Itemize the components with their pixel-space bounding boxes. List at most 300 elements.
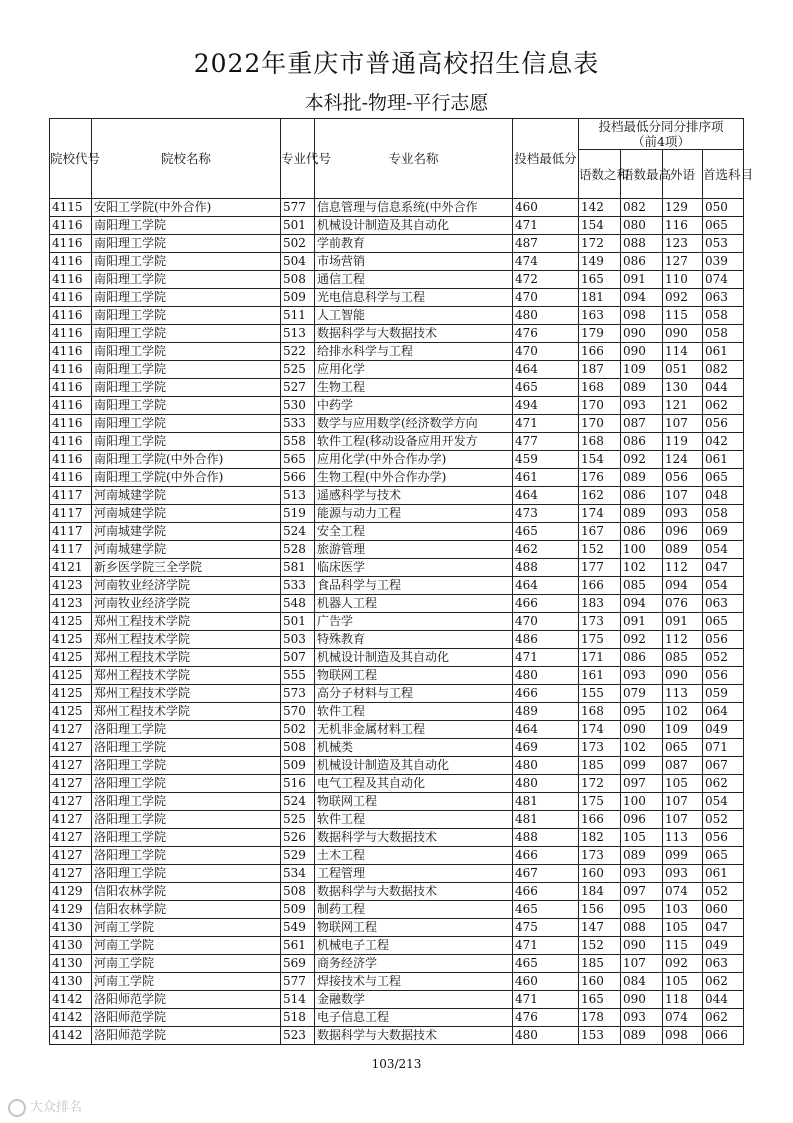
table-row bbox=[50, 217, 744, 235]
cell-chinese-math-max: 089 bbox=[621, 469, 663, 487]
table-row bbox=[50, 775, 744, 793]
cell-first-subject: 050 bbox=[703, 199, 744, 217]
cell-chinese-math-sum: 175 bbox=[579, 793, 621, 811]
cell-foreign: 112 bbox=[663, 559, 703, 577]
cell-major-code: 513 bbox=[281, 487, 315, 505]
table-row bbox=[50, 631, 744, 649]
cell-first-subject: 065 bbox=[703, 217, 744, 235]
cell-chinese-math-sum: 165 bbox=[579, 271, 621, 289]
cell-first-subject: 056 bbox=[703, 829, 744, 847]
table-row bbox=[50, 937, 744, 955]
table-row bbox=[50, 397, 744, 415]
cell-major-code: 549 bbox=[281, 919, 315, 937]
watermark-text: 大众排名 bbox=[30, 1100, 83, 1115]
cell-major-name: 机械类 bbox=[315, 739, 513, 757]
cell-school-code: 4116 bbox=[50, 451, 92, 469]
cell-first-subject: 058 bbox=[703, 505, 744, 523]
table-row bbox=[50, 289, 744, 307]
cell-school-name: 南阳理工学院 bbox=[92, 289, 281, 307]
cell-foreign: 109 bbox=[663, 721, 703, 739]
cell-school-name: 安阳工学院(中外合作) bbox=[92, 199, 281, 217]
cell-major-code: 501 bbox=[281, 613, 315, 631]
cell-min-score: 487 bbox=[513, 235, 579, 253]
cell-major-name: 商务经济学 bbox=[315, 955, 513, 973]
cell-foreign: 107 bbox=[663, 811, 703, 829]
page-number: 103/213 bbox=[371, 1057, 422, 1071]
table-row bbox=[50, 505, 744, 523]
cell-chinese-math-sum: 152 bbox=[579, 541, 621, 559]
cell-major-code: 508 bbox=[281, 271, 315, 289]
cell-major-name: 土木工程 bbox=[315, 847, 513, 865]
admission-table bbox=[49, 118, 754, 1045]
cell-foreign: 102 bbox=[663, 703, 703, 721]
cell-chinese-math-sum: 155 bbox=[579, 685, 621, 703]
cell-chinese-math-sum: 166 bbox=[579, 811, 621, 829]
cell-foreign: 113 bbox=[663, 685, 703, 703]
header-major-code: 专业代号 bbox=[281, 119, 315, 199]
cell-min-score: 480 bbox=[513, 757, 579, 775]
cell-chinese-math-max: 100 bbox=[621, 541, 663, 559]
cell-major-code: 523 bbox=[281, 1027, 315, 1045]
cell-min-score: 465 bbox=[513, 379, 579, 397]
cell-school-code: 4125 bbox=[50, 631, 92, 649]
table-row bbox=[50, 577, 744, 595]
cell-school-code: 4116 bbox=[50, 433, 92, 451]
cell-chinese-math-sum: 152 bbox=[579, 937, 621, 955]
cell-major-name: 金融数学 bbox=[315, 991, 513, 1009]
cell-major-name: 数据科学与大数据技术 bbox=[315, 325, 513, 343]
cell-chinese-math-max: 097 bbox=[621, 883, 663, 901]
cell-major-code: 516 bbox=[281, 775, 315, 793]
cell-chinese-math-sum: 175 bbox=[579, 631, 621, 649]
cell-first-subject: 044 bbox=[703, 991, 744, 1009]
cell-min-score: 465 bbox=[513, 955, 579, 973]
cell-min-score: 464 bbox=[513, 487, 579, 505]
cell-major-code: 514 bbox=[281, 991, 315, 1009]
cell-major-name: 机械设计制造及其自动化 bbox=[315, 649, 513, 667]
cell-chinese-math-sum: 166 bbox=[579, 577, 621, 595]
table-row bbox=[50, 973, 744, 991]
cell-chinese-math-sum: 177 bbox=[579, 559, 621, 577]
cell-major-code: 525 bbox=[281, 361, 315, 379]
cell-min-score: 470 bbox=[513, 613, 579, 631]
cell-foreign: 056 bbox=[663, 469, 703, 487]
cell-first-subject: 058 bbox=[703, 307, 744, 325]
table-row bbox=[50, 613, 744, 631]
table-body bbox=[50, 199, 744, 1045]
cell-chinese-math-max: 091 bbox=[621, 613, 663, 631]
cell-major-name: 物联网工程 bbox=[315, 793, 513, 811]
cell-major-code: 507 bbox=[281, 649, 315, 667]
cell-first-subject: 066 bbox=[703, 1027, 744, 1045]
cell-chinese-math-sum: 156 bbox=[579, 901, 621, 919]
cell-school-code: 4130 bbox=[50, 937, 92, 955]
cell-chinese-math-max: 090 bbox=[621, 325, 663, 343]
cell-foreign: 103 bbox=[663, 901, 703, 919]
cell-school-code: 4116 bbox=[50, 253, 92, 271]
cell-school-name: 河南城建学院 bbox=[92, 487, 281, 505]
table-row bbox=[50, 739, 744, 757]
cell-min-score: 480 bbox=[513, 667, 579, 685]
cell-major-code: 508 bbox=[281, 739, 315, 757]
table-row bbox=[50, 325, 744, 343]
cell-first-subject: 062 bbox=[703, 1009, 744, 1027]
cell-major-code: 529 bbox=[281, 847, 315, 865]
cell-min-score: 462 bbox=[513, 541, 579, 559]
cell-school-code: 4127 bbox=[50, 793, 92, 811]
cell-major-name: 应用化学(中外合作办学) bbox=[315, 451, 513, 469]
cell-first-subject: 044 bbox=[703, 379, 744, 397]
cell-min-score: 488 bbox=[513, 829, 579, 847]
cell-chinese-math-sum: 174 bbox=[579, 505, 621, 523]
cell-foreign: 099 bbox=[663, 847, 703, 865]
cell-chinese-math-max: 089 bbox=[621, 847, 663, 865]
cell-school-name: 南阳理工学院 bbox=[92, 379, 281, 397]
cell-major-code: 524 bbox=[281, 523, 315, 541]
cell-foreign: 129 bbox=[663, 199, 703, 217]
cell-chinese-math-sum: 184 bbox=[579, 883, 621, 901]
cell-major-name: 物联网工程 bbox=[315, 919, 513, 937]
cell-school-name: 南阳理工学院 bbox=[92, 325, 281, 343]
cell-first-subject: 065 bbox=[703, 847, 744, 865]
table-row bbox=[50, 1009, 744, 1027]
cell-school-code: 4125 bbox=[50, 685, 92, 703]
cell-foreign: 093 bbox=[663, 505, 703, 523]
page-subtitle: 本科批-物理-平行志愿 bbox=[304, 92, 489, 114]
cell-first-subject: 071 bbox=[703, 739, 744, 757]
cell-major-code: 528 bbox=[281, 541, 315, 559]
cell-major-name: 数据科学与大数据技术 bbox=[315, 829, 513, 847]
table-row bbox=[50, 829, 744, 847]
cell-major-name: 食品科学与工程 bbox=[315, 577, 513, 595]
cell-major-code: 581 bbox=[281, 559, 315, 577]
cell-school-name: 河南城建学院 bbox=[92, 541, 281, 559]
cell-foreign: 096 bbox=[663, 523, 703, 541]
cell-min-score: 475 bbox=[513, 919, 579, 937]
cell-school-code: 4125 bbox=[50, 613, 92, 631]
cell-chinese-math-max: 090 bbox=[621, 991, 663, 1009]
cell-chinese-math-sum: 165 bbox=[579, 991, 621, 1009]
cell-min-score: 481 bbox=[513, 811, 579, 829]
table-row bbox=[50, 667, 744, 685]
cell-major-name: 应用化学 bbox=[315, 361, 513, 379]
cell-first-subject: 054 bbox=[703, 541, 744, 559]
cell-min-score: 477 bbox=[513, 433, 579, 451]
cell-major-code: 504 bbox=[281, 253, 315, 271]
cell-school-code: 4127 bbox=[50, 865, 92, 883]
header-tiebreak-note: （前4项） bbox=[632, 134, 690, 149]
cell-major-name: 能源与动力工程 bbox=[315, 505, 513, 523]
cell-school-code: 4130 bbox=[50, 919, 92, 937]
cell-min-score: 471 bbox=[513, 991, 579, 1009]
header-tiebreak-title: 投档最低分同分排序项 bbox=[598, 119, 724, 134]
cell-min-score: 480 bbox=[513, 1027, 579, 1045]
cell-min-score: 480 bbox=[513, 775, 579, 793]
cell-min-score: 460 bbox=[513, 973, 579, 991]
cell-school-code: 4125 bbox=[50, 703, 92, 721]
cell-chinese-math-sum: 181 bbox=[579, 289, 621, 307]
table-row bbox=[50, 523, 744, 541]
cell-school-name: 南阳理工学院 bbox=[92, 343, 281, 361]
cell-min-score: 460 bbox=[513, 199, 579, 217]
cell-chinese-math-max: 099 bbox=[621, 757, 663, 775]
table-row bbox=[50, 793, 744, 811]
cell-school-code: 4116 bbox=[50, 271, 92, 289]
cell-chinese-math-sum: 170 bbox=[579, 397, 621, 415]
cell-major-code: 566 bbox=[281, 469, 315, 487]
cell-foreign: 090 bbox=[663, 667, 703, 685]
cell-foreign: 112 bbox=[663, 631, 703, 649]
cell-chinese-math-sum: 172 bbox=[579, 235, 621, 253]
cell-min-score: 469 bbox=[513, 739, 579, 757]
cell-chinese-math-sum: 161 bbox=[579, 667, 621, 685]
table-row bbox=[50, 541, 744, 559]
cell-foreign: 115 bbox=[663, 307, 703, 325]
cell-min-score: 467 bbox=[513, 865, 579, 883]
cell-min-score: 464 bbox=[513, 577, 579, 595]
cell-major-code: 561 bbox=[281, 937, 315, 955]
cell-school-name: 郑州工程技术学院 bbox=[92, 703, 281, 721]
cell-min-score: 486 bbox=[513, 631, 579, 649]
cell-min-score: 472 bbox=[513, 271, 579, 289]
cell-school-name: 南阳理工学院(中外合作) bbox=[92, 469, 281, 487]
cell-chinese-math-max: 100 bbox=[621, 793, 663, 811]
cell-chinese-math-sum: 142 bbox=[579, 199, 621, 217]
cell-min-score: 471 bbox=[513, 937, 579, 955]
cell-foreign: 090 bbox=[663, 325, 703, 343]
cell-school-name: 洛阳师范学院 bbox=[92, 1009, 281, 1027]
cell-chinese-math-sum: 178 bbox=[579, 1009, 621, 1027]
cell-school-name: 河南工学院 bbox=[92, 937, 281, 955]
cell-foreign: 093 bbox=[663, 865, 703, 883]
cell-first-subject: 061 bbox=[703, 343, 744, 361]
cell-school-name: 南阳理工学院 bbox=[92, 361, 281, 379]
cell-min-score: 480 bbox=[513, 307, 579, 325]
cell-major-name: 临床医学 bbox=[315, 559, 513, 577]
cell-min-score: 476 bbox=[513, 325, 579, 343]
cell-chinese-math-max: 097 bbox=[621, 775, 663, 793]
cell-foreign: 124 bbox=[663, 451, 703, 469]
table-row bbox=[50, 307, 744, 325]
cell-major-code: 569 bbox=[281, 955, 315, 973]
cell-school-code: 4116 bbox=[50, 379, 92, 397]
header-school-code: 院校代号 bbox=[50, 119, 92, 199]
cell-chinese-math-max: 086 bbox=[621, 487, 663, 505]
cell-min-score: 474 bbox=[513, 253, 579, 271]
cell-major-name: 软件工程(移动设备应用开发方 bbox=[315, 433, 513, 451]
cell-chinese-math-max: 089 bbox=[621, 379, 663, 397]
cell-school-code: 4142 bbox=[50, 1027, 92, 1045]
cell-school-code: 4116 bbox=[50, 361, 92, 379]
cell-chinese-math-max: 089 bbox=[621, 505, 663, 523]
cell-foreign: 107 bbox=[663, 415, 703, 433]
header-chinese-math-sum: 语数之和 bbox=[579, 150, 621, 199]
cell-school-code: 4121 bbox=[50, 559, 92, 577]
cell-foreign: 127 bbox=[663, 253, 703, 271]
table-row bbox=[50, 487, 744, 505]
table-row bbox=[50, 685, 744, 703]
cell-min-score: 470 bbox=[513, 343, 579, 361]
table-row bbox=[50, 703, 744, 721]
watermark bbox=[8, 1096, 82, 1117]
cell-foreign: 087 bbox=[663, 757, 703, 775]
cell-school-name: 南阳理工学院 bbox=[92, 397, 281, 415]
cell-major-name: 人工智能 bbox=[315, 307, 513, 325]
cell-major-code: 513 bbox=[281, 325, 315, 343]
cell-chinese-math-max: 090 bbox=[621, 343, 663, 361]
cell-school-name: 信阳农林学院 bbox=[92, 883, 281, 901]
cell-school-name: 河南城建学院 bbox=[92, 505, 281, 523]
cell-foreign: 094 bbox=[663, 577, 703, 595]
cell-first-subject: 054 bbox=[703, 793, 744, 811]
cell-school-name: 南阳理工学院 bbox=[92, 235, 281, 253]
cell-chinese-math-max: 079 bbox=[621, 685, 663, 703]
cell-major-name: 数据科学与大数据技术 bbox=[315, 1027, 513, 1045]
cell-major-name: 数学与应用数学(经济数学方向 bbox=[315, 415, 513, 433]
cell-chinese-math-sum: 168 bbox=[579, 703, 621, 721]
cell-chinese-math-sum: 176 bbox=[579, 469, 621, 487]
cell-chinese-math-max: 087 bbox=[621, 415, 663, 433]
cell-chinese-math-sum: 173 bbox=[579, 847, 621, 865]
cell-foreign: 118 bbox=[663, 991, 703, 1009]
cell-chinese-math-sum: 166 bbox=[579, 343, 621, 361]
cell-school-code: 4130 bbox=[50, 955, 92, 973]
cell-min-score: 464 bbox=[513, 361, 579, 379]
cell-first-subject: 047 bbox=[703, 559, 744, 577]
header-foreign-language: 外语 bbox=[663, 150, 703, 199]
cell-school-code: 4127 bbox=[50, 775, 92, 793]
cell-major-code: 518 bbox=[281, 1009, 315, 1027]
cell-chinese-math-max: 105 bbox=[621, 829, 663, 847]
cell-foreign: 051 bbox=[663, 361, 703, 379]
cell-major-name: 中药学 bbox=[315, 397, 513, 415]
cell-chinese-math-sum: 154 bbox=[579, 451, 621, 469]
cell-school-code: 4142 bbox=[50, 1009, 92, 1027]
cell-first-subject: 047 bbox=[703, 919, 744, 937]
cell-school-code: 4127 bbox=[50, 829, 92, 847]
cell-foreign: 116 bbox=[663, 217, 703, 235]
cell-school-name: 洛阳理工学院 bbox=[92, 829, 281, 847]
cell-min-score: 471 bbox=[513, 649, 579, 667]
cell-chinese-math-max: 098 bbox=[621, 307, 663, 325]
cell-first-subject: 039 bbox=[703, 253, 744, 271]
cell-major-name: 数据科学与大数据技术 bbox=[315, 883, 513, 901]
cell-chinese-math-sum: 174 bbox=[579, 721, 621, 739]
cell-school-name: 南阳理工学院 bbox=[92, 271, 281, 289]
cell-first-subject: 063 bbox=[703, 955, 744, 973]
cell-major-name: 给排水科学与工程 bbox=[315, 343, 513, 361]
table-row bbox=[50, 901, 744, 919]
cell-chinese-math-max: 088 bbox=[621, 235, 663, 253]
cell-school-code: 4116 bbox=[50, 469, 92, 487]
cell-foreign: 074 bbox=[663, 1009, 703, 1027]
cell-major-name: 电气工程及其自动化 bbox=[315, 775, 513, 793]
cell-min-score: 489 bbox=[513, 703, 579, 721]
cell-school-name: 洛阳理工学院 bbox=[92, 811, 281, 829]
cell-school-name: 河南城建学院 bbox=[92, 523, 281, 541]
cell-chinese-math-max: 094 bbox=[621, 289, 663, 307]
table-row bbox=[50, 199, 744, 217]
cell-school-name: 洛阳师范学院 bbox=[92, 991, 281, 1009]
cell-first-subject: 058 bbox=[703, 325, 744, 343]
cell-major-name: 无机非金属材料工程 bbox=[315, 721, 513, 739]
cell-school-code: 4130 bbox=[50, 973, 92, 991]
cell-school-name: 洛阳理工学院 bbox=[92, 865, 281, 883]
cell-chinese-math-sum: 173 bbox=[579, 613, 621, 631]
cell-chinese-math-sum: 170 bbox=[579, 415, 621, 433]
cell-major-name: 市场营销 bbox=[315, 253, 513, 271]
table-row bbox=[50, 955, 744, 973]
cell-first-subject: 052 bbox=[703, 649, 744, 667]
cell-school-name: 南阳理工学院 bbox=[92, 307, 281, 325]
cell-chinese-math-max: 088 bbox=[621, 919, 663, 937]
cell-foreign: 089 bbox=[663, 541, 703, 559]
table-row bbox=[50, 991, 744, 1009]
cell-chinese-math-max: 109 bbox=[621, 361, 663, 379]
cell-first-subject: 053 bbox=[703, 235, 744, 253]
cell-major-name: 制药工程 bbox=[315, 901, 513, 919]
cell-foreign: 105 bbox=[663, 919, 703, 937]
cell-major-name: 工程管理 bbox=[315, 865, 513, 883]
cell-major-code: 509 bbox=[281, 757, 315, 775]
cell-major-code: 573 bbox=[281, 685, 315, 703]
cell-chinese-math-max: 080 bbox=[621, 217, 663, 235]
header-school-name: 院校名称 bbox=[92, 119, 281, 199]
cell-foreign: 074 bbox=[663, 883, 703, 901]
cell-first-subject: 065 bbox=[703, 613, 744, 631]
cell-major-code: 570 bbox=[281, 703, 315, 721]
cell-foreign: 107 bbox=[663, 793, 703, 811]
cell-major-code: 508 bbox=[281, 883, 315, 901]
cell-major-name: 软件工程 bbox=[315, 811, 513, 829]
cell-school-name: 南阳理工学院(中外合作) bbox=[92, 451, 281, 469]
table-row bbox=[50, 415, 744, 433]
cell-school-code: 4116 bbox=[50, 325, 92, 343]
cell-first-subject: 056 bbox=[703, 415, 744, 433]
cell-first-subject: 065 bbox=[703, 469, 744, 487]
cell-chinese-math-max: 093 bbox=[621, 1009, 663, 1027]
cell-chinese-math-sum: 179 bbox=[579, 325, 621, 343]
cell-school-name: 郑州工程技术学院 bbox=[92, 613, 281, 631]
cell-first-subject: 064 bbox=[703, 703, 744, 721]
cell-chinese-math-sum: 173 bbox=[579, 739, 621, 757]
cell-chinese-math-max: 096 bbox=[621, 811, 663, 829]
cell-chinese-math-sum: 168 bbox=[579, 433, 621, 451]
cell-chinese-math-sum: 160 bbox=[579, 865, 621, 883]
cell-major-code: 502 bbox=[281, 235, 315, 253]
cell-major-name: 焊接技术与工程 bbox=[315, 973, 513, 991]
cell-chinese-math-sum: 162 bbox=[579, 487, 621, 505]
cell-major-code: 519 bbox=[281, 505, 315, 523]
cell-school-code: 4127 bbox=[50, 811, 92, 829]
cell-min-score: 466 bbox=[513, 685, 579, 703]
cell-min-score: 466 bbox=[513, 883, 579, 901]
cell-school-code: 4116 bbox=[50, 343, 92, 361]
cell-first-subject: 049 bbox=[703, 721, 744, 739]
cell-school-name: 河南工学院 bbox=[92, 955, 281, 973]
cell-major-name: 安全工程 bbox=[315, 523, 513, 541]
cell-major-name: 电子信息工程 bbox=[315, 1009, 513, 1027]
cell-school-name: 河南牧业经济学院 bbox=[92, 577, 281, 595]
table-row bbox=[50, 1027, 744, 1045]
cell-school-name: 洛阳理工学院 bbox=[92, 793, 281, 811]
cell-chinese-math-max: 107 bbox=[621, 955, 663, 973]
cell-major-code: 511 bbox=[281, 307, 315, 325]
cell-major-code: 509 bbox=[281, 901, 315, 919]
cell-major-code: 533 bbox=[281, 577, 315, 595]
cell-chinese-math-max: 086 bbox=[621, 649, 663, 667]
cell-chinese-math-max: 090 bbox=[621, 937, 663, 955]
